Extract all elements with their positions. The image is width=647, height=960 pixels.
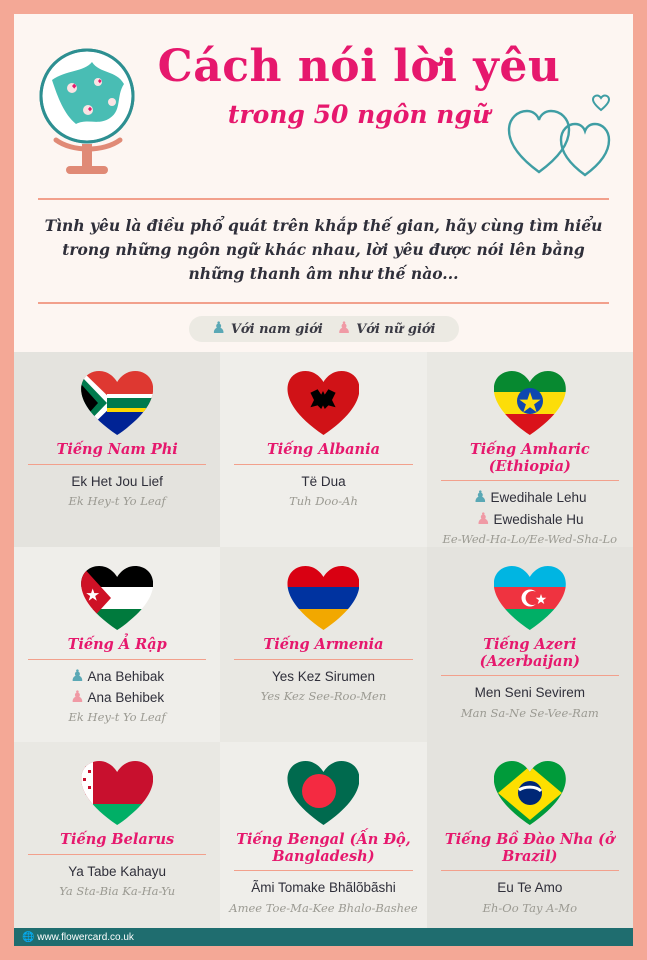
language-name: Tiếng Bengal (Ấn Độ, Bangladesh) bbox=[234, 832, 412, 871]
language-card bbox=[220, 742, 426, 937]
female-figure-icon: ♟︎ bbox=[336, 320, 352, 338]
belarus-flag-heart bbox=[81, 760, 153, 826]
pronunciation: Ya Sta-Bia Ka-Ha-Yu bbox=[59, 883, 176, 898]
phrase-line: Men Seni Sevirem bbox=[474, 685, 585, 701]
language-name: Tiếng Amharic (Ethiopia) bbox=[441, 442, 619, 481]
language-card bbox=[14, 547, 220, 742]
azerbaijan-flag-heart bbox=[494, 565, 566, 631]
bangladesh-flag-heart bbox=[287, 760, 359, 826]
legend-female-label: Với nữ giới bbox=[356, 321, 436, 337]
language-name: Tiếng Nam Phi bbox=[28, 442, 206, 465]
language-card bbox=[427, 547, 633, 742]
phrase-line: Të Dua bbox=[301, 473, 346, 489]
jordan-flag-heart bbox=[81, 565, 153, 631]
male-figure-icon: ♟︎ bbox=[70, 667, 85, 685]
language-grid bbox=[14, 352, 633, 937]
globe-icon bbox=[32, 40, 142, 180]
phrase-line-male: ♟︎ Ewedihale Lehu bbox=[473, 489, 587, 507]
language-card bbox=[220, 547, 426, 742]
page-subtitle: trong 50 ngôn ngữ bbox=[227, 100, 491, 130]
male-figure-icon: ♟︎ bbox=[473, 489, 488, 507]
language-card bbox=[14, 742, 220, 937]
phrase-line: Eu Te Amo bbox=[497, 880, 563, 896]
pronunciation: Eh-Oo Tay A-Mo bbox=[482, 900, 577, 915]
male-figure-icon: ♟︎ bbox=[211, 320, 226, 338]
legend-item-female bbox=[337, 321, 436, 337]
phrase-line: Yes Kez Sirumen bbox=[271, 668, 376, 684]
language-card bbox=[427, 352, 633, 547]
albania-flag-heart bbox=[287, 370, 359, 436]
south-africa-flag-heart bbox=[81, 370, 153, 436]
language-card bbox=[14, 352, 220, 547]
pronunciation: Yes Kez See-Roo-Men bbox=[260, 688, 387, 703]
armenia-flag-heart bbox=[287, 565, 359, 631]
phrase-line-male: ♟︎ Ana Behibak bbox=[70, 667, 165, 685]
pronunciation: Tuh Doo-Ah bbox=[289, 493, 358, 508]
brazil-flag-heart bbox=[494, 760, 566, 826]
pronunciation: Ek Hey-t Yo Leaf bbox=[68, 710, 166, 725]
language-name: Tiếng Azeri (Azerbaijan) bbox=[441, 637, 619, 676]
hearts-outline-icon bbox=[505, 92, 615, 178]
female-figure-icon: ♟︎ bbox=[476, 510, 491, 528]
phrase-line-female: ♟︎ Ana Behibek bbox=[70, 688, 165, 706]
pronunciation: Ek Hey-t Yo Leaf bbox=[68, 493, 166, 508]
infographic-inner bbox=[14, 14, 633, 946]
phrase-line: Ãmi Tomake Bhãlõbãshi bbox=[251, 880, 396, 896]
legend bbox=[189, 316, 459, 342]
phrase-line: Ya Tabe Kahayu bbox=[68, 863, 167, 879]
ethiopia-flag-heart bbox=[494, 370, 566, 436]
phrase-line-female: ♟︎ Ewedishale Hu bbox=[476, 510, 584, 528]
pronunciation: Ee-Wed-Ha-Lo/Ee-Wed-Sha-Lo bbox=[442, 531, 618, 546]
intro-paragraph: Tình yêu là điều phổ quát trên khắp thế gian, hãy cùng tìm hiểu trong những ngôn ngữ khác nhau, lời yêu được nói lên bằng những thanh âm như thế nào... bbox=[38, 198, 609, 304]
header bbox=[14, 14, 633, 194]
language-name: Tiếng Belarus bbox=[28, 832, 206, 855]
footer-bar bbox=[14, 928, 633, 946]
legend-male-label: Với nam giới bbox=[230, 321, 323, 337]
language-name: Tiếng Ả Rập bbox=[28, 637, 206, 660]
language-card bbox=[427, 742, 633, 937]
footer-url: 🌐 www.flowercard.co.uk bbox=[22, 931, 134, 943]
pronunciation: Amee Toe-Ma-Kee Bhalo-Bashee bbox=[229, 900, 418, 915]
language-card bbox=[220, 352, 426, 547]
page-title: Cách nói lời yêu bbox=[157, 41, 561, 92]
language-name: Tiếng Bồ Đào Nha (ở Brazil) bbox=[441, 832, 619, 871]
legend-item-male bbox=[212, 321, 323, 337]
female-figure-icon: ♟︎ bbox=[70, 688, 85, 706]
pronunciation: Man Sa-Ne Se-Vee-Ram bbox=[460, 705, 599, 720]
language-name: Tiếng Armenia bbox=[234, 637, 412, 660]
phrase-line: Ek Het Jou Lief bbox=[71, 473, 163, 489]
language-name: Tiếng Albania bbox=[234, 442, 412, 465]
